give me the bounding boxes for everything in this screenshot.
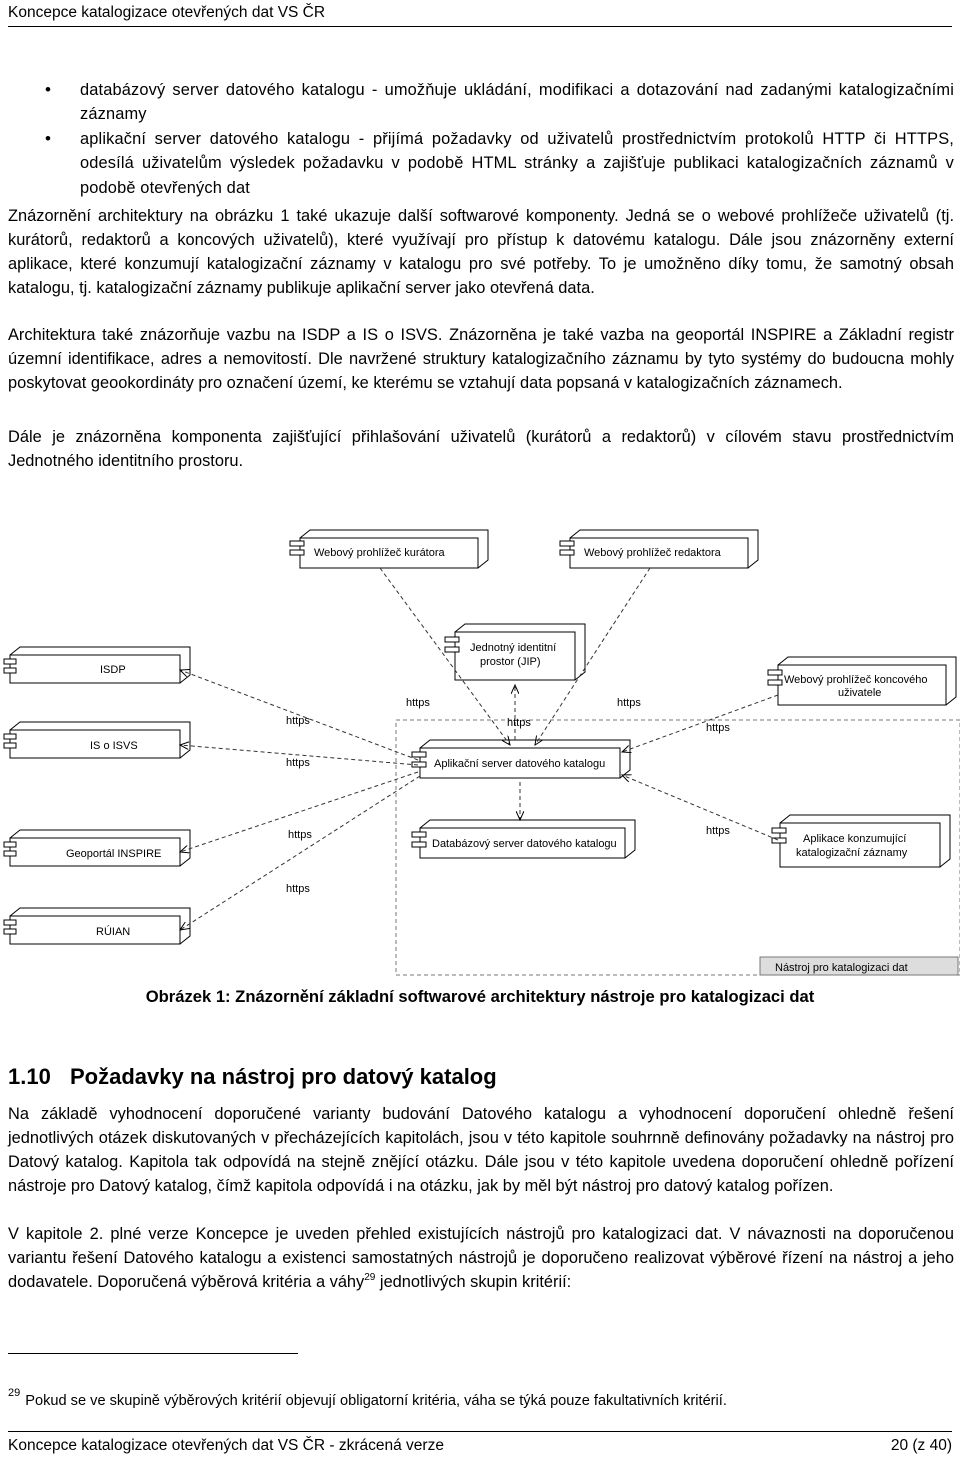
paragraph — [8, 1222, 954, 1294]
https-label: https — [286, 883, 310, 895]
isvs-label: IS o ISVS — [90, 740, 138, 752]
section-number: 1.10 — [8, 1064, 51, 1089]
apps-label-line1: Aplikace konzumující — [803, 833, 907, 845]
edge-app-ruian — [180, 776, 420, 930]
paragraph-tail: jednotlivých skupin kritérií: — [375, 1273, 572, 1291]
db-server-box — [412, 820, 635, 858]
https-label: https — [706, 722, 730, 734]
paragraph-text: V kapitole 2. plné verze Koncepce je uveden přehled existujících nástrojů pro katalogizaci dat. V návaznosti na doporučenou variantu řešení Datového katalogu a existenci samostatných nástrojů je doporučeno realizovat výběrové řízení na nástroj a jeho dodavatele. Doporučená výběrová kritéria a váhy — [8, 1225, 954, 1291]
footnote-text: Pokud se ve skupině výběrových kritérií objevují obligatorní kritéria, váha se týká pouze fakultativních kritérií. — [25, 1393, 727, 1409]
https-label: https — [406, 697, 430, 709]
https-label: https — [286, 757, 310, 769]
paragraph: Dále je znázorněna komponenta zajišťující přihlašování uživatelů (kurátorů a redaktorů) v cílovém stavu prostřednictvím Jednotného identitního prostoru. — [8, 428, 954, 470]
page-footer — [8, 1431, 952, 1455]
footnote-number: 29 — [8, 1387, 21, 1399]
ruian-label: RÚIAN — [96, 926, 131, 938]
paragraph: Znázornění architektury na obrázku 1 také ukazuje další softwarové komponenty. Jedná se o webové prohlížeče uživatelů (tj. kurátorů, redaktorů a koncových uživatelů), které využívají pro přístup k datovému katalogu. Dále jsou znázorněny externí aplikace, které konzumují katalogizační záznamy v katalogu pro své potřeby. To je umožněno díky tomu, že samotný obsah katalogu, tj. katalogizační záznamy publikuje aplikační server jako otevřená data. — [8, 207, 954, 297]
browser-curator-label: Webový prohlížeč kurátora — [314, 547, 445, 559]
ruian-box — [4, 908, 190, 944]
paragraph: Na základě vyhodnocení doporučené varianty budování Datového katalogu a vyhodnocení doporučení ohledně řešení jednotlivých otázek diskutovaných v přecházejících kapitolách, jsou v této kapitole souhrnně definovány požadavky na nástroj pro Datový katalog. Kapitola tak odpovídá na stejně znějící otázku. Dále jsou v této kapitole uvedena doporučení ohledně pořízení nástroje pro Datový katalog, čímž kapitola odpovídá i na otázku, jak by měl být nástroj pro datový katalog pořízen. — [8, 1105, 954, 1195]
geoportal-label: Geoportál INSPIRE — [66, 848, 162, 860]
browser-editor-box — [560, 530, 758, 568]
isdp-label: ISDP — [100, 664, 126, 676]
browser-curator-box — [290, 530, 488, 568]
apps-box — [772, 815, 950, 867]
browser-user-box — [768, 657, 956, 705]
browser-editor-label: Webový prohlížeč redaktora — [584, 547, 721, 559]
https-label: https — [617, 697, 641, 709]
https-label: https — [507, 717, 531, 729]
app-server-box — [412, 740, 630, 778]
geoportal-box — [4, 830, 190, 866]
section-heading — [8, 1064, 497, 1090]
footer-title: Koncepce katalogizace otevřených dat VS ČR - zkrácená verze — [8, 1437, 444, 1454]
isvs-box — [4, 722, 190, 758]
https-label: https — [288, 829, 312, 841]
footnote — [8, 1387, 727, 1409]
https-label: https — [286, 715, 310, 727]
app-server-label: Aplikační server datového katalogu — [434, 758, 606, 770]
page-number: 20 (z 40) — [890, 1437, 952, 1454]
jip-box — [445, 624, 585, 680]
footnote-ref: 29 — [364, 1272, 376, 1283]
architecture-diagram — [0, 520, 960, 985]
section-title: Požadavky na nástroj pro datový katalog — [70, 1064, 497, 1089]
bullet-item: • databázový server datového katalogu - umožňuje ukládání, modifikaci a dotazování nad zadanými katalogizačními záznamy — [8, 78, 954, 127]
browser-user-label-line1: Webový prohlížeč koncového — [784, 674, 928, 686]
apps-label-line2: katalogizační záznamy — [796, 847, 908, 859]
paragraph: Architektura také znázorňuje vazbu na ISDP a IS o ISVS. Znázorněna je také vazba na geoportál INSPIRE a Základní registr územní identifikace, adres a nemovitostí. Dle navržené struktury katalogizačního záznamu by tyto systémy do budoucna mohly poskytovat geookordináty pro označení území, ke kterému se vztahují data popsaná v katalogizačních záznamech. — [8, 326, 954, 392]
footnote-separator — [8, 1353, 298, 1354]
browser-user-label-line2: uživatele — [838, 687, 882, 699]
https-labels — [286, 697, 730, 895]
https-label: https — [706, 825, 730, 837]
db-server-label: Databázový server datového katalogu — [432, 838, 617, 850]
bullet-list — [8, 78, 954, 200]
header-title: Koncepce katalogizace otevřených dat VS ČR — [8, 4, 326, 21]
figure-caption: Obrázek 1: Znázornění základní softwarové architektury nástroje pro katalogizaci dat — [145, 987, 815, 1006]
edge-user-app — [622, 695, 778, 752]
bullet-item: • aplikační server datového katalogu - přijímá požadavky od uživatelů prostřednictvím protokolů HTTP či HTTPS, odesílá uživatelům výsledek požadavku v podobě HTML stránky a zajišťuje publikaci katalogizačních záznamů v podobě otevřených dat — [8, 127, 954, 200]
edge-apps-app — [622, 775, 778, 840]
tool-label: Nástroj pro katalogizaci dat — [775, 962, 908, 974]
isdp-box — [4, 647, 190, 683]
page-header — [8, 4, 952, 27]
jip-label-line2: prostor (JIP) — [480, 656, 541, 668]
jip-label-line1: Jednotný identitní — [470, 642, 557, 654]
